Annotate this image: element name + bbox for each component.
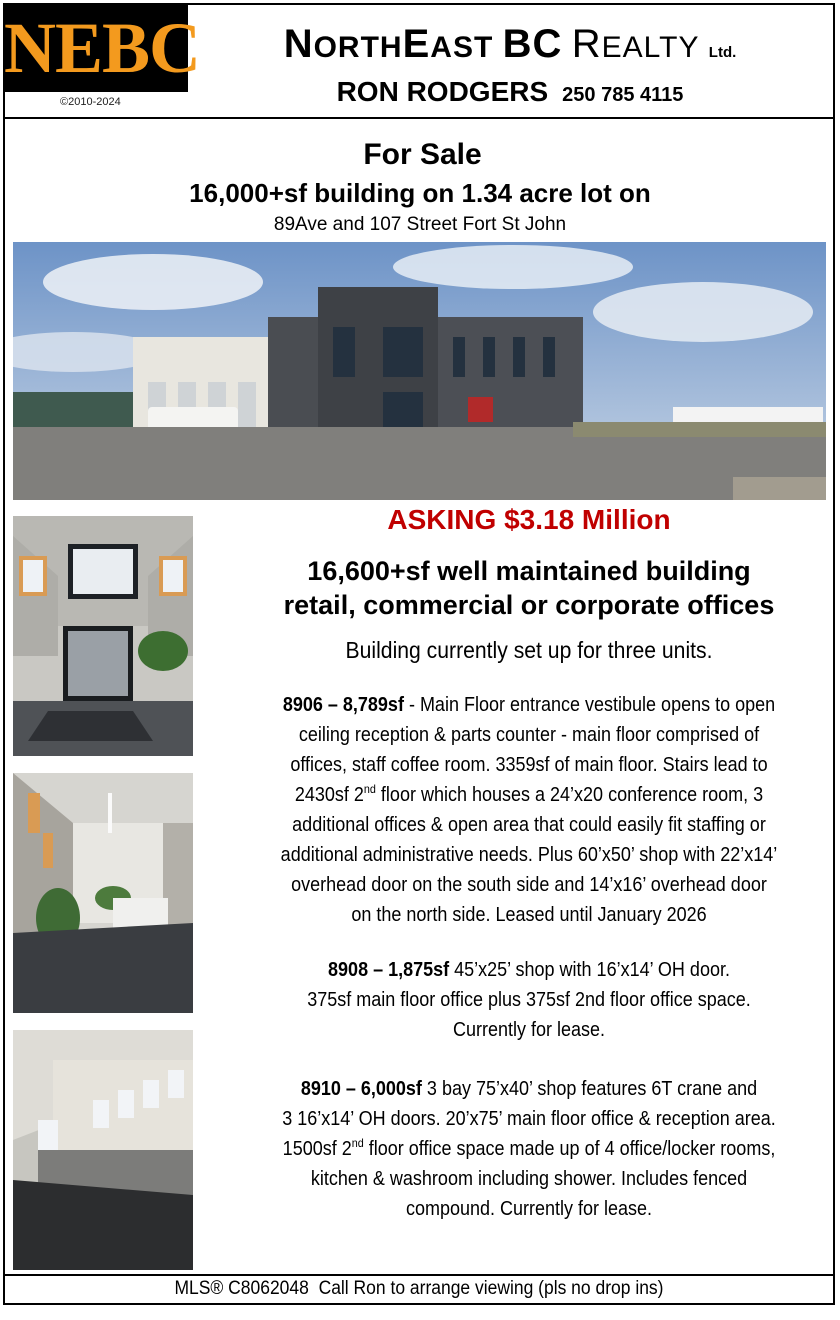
unit-line: 375sf main floor office plus 375sf 2nd floor office space. xyxy=(307,989,751,1011)
unit-text: floor which houses a 24’x20 conference room, 3 xyxy=(375,784,764,806)
unit-line xyxy=(256,780,801,810)
unit-id: 8910 – 6,000sf xyxy=(300,1078,422,1100)
unit-line: kitchen & washroom including shower. Includes fenced xyxy=(310,1168,748,1190)
unit-id: 8906 – 8,789sf xyxy=(282,694,404,716)
company-ltd: Ltd. xyxy=(708,44,737,61)
headline xyxy=(226,554,832,622)
interior-photo-entrance xyxy=(13,516,193,756)
unit-line: additional offices & open area that could easily fit staffing or xyxy=(292,814,766,836)
unit-text: 3 bay 75’x40’ shop features 6T crane and xyxy=(421,1078,758,1100)
unit-line: compound. Currently for lease. xyxy=(405,1198,653,1220)
unit-8910-description xyxy=(256,1074,801,1224)
unit-8908-description xyxy=(256,955,801,1045)
interior-photo-reception xyxy=(13,773,193,1013)
unit-line: 3 16’x14’ OH doors. 20’x75’ main floor office & reception area. xyxy=(282,1108,776,1130)
agent-line xyxy=(200,76,820,108)
header-divider xyxy=(3,117,835,119)
unit-text: 45’x25’ shop with 16’x14’ OH door. xyxy=(449,959,730,981)
ordinal-suffix: nd xyxy=(351,1136,364,1150)
unit-id: 8908 – 1,875sf xyxy=(328,959,450,981)
footer xyxy=(36,1278,801,1300)
headline-line-2: retail, commercial or corporate offices xyxy=(283,590,775,620)
interior-photo-office xyxy=(13,1030,193,1270)
unit-line: overhead door on the south side and 14’x16’ overhead door xyxy=(291,874,767,896)
listing-subtitle: 16,000+sf building on 1.34 acre lot on xyxy=(189,178,651,208)
unit-line: additional administrative needs. Plus 60’x50’ shop with 22’x14’ xyxy=(280,844,778,866)
building-exterior-photo xyxy=(13,242,826,500)
for-sale-heading: For Sale xyxy=(363,138,482,171)
unit-text: floor office space made up of 4 office/locker rooms, xyxy=(363,1138,776,1160)
agent-name: RON RODGERS xyxy=(336,76,549,107)
company-ast: AST xyxy=(430,31,494,64)
unit-line: Currently for lease. xyxy=(452,1019,606,1041)
unit-line xyxy=(256,1134,801,1164)
unit-text: - Main Floor entrance vestibule opens to open xyxy=(403,694,776,716)
unit-text: 1500sf 2 xyxy=(282,1138,352,1160)
setup-note: Building currently set up for three units. xyxy=(345,637,713,663)
unit-line xyxy=(256,690,801,720)
listing-location: 89Ave and 107 Street Fort St John xyxy=(273,214,567,235)
unit-line xyxy=(256,1074,801,1104)
copyright: ©2010-2024 xyxy=(60,96,121,108)
company-orth: ORTH xyxy=(313,31,403,64)
unit-line xyxy=(256,955,801,985)
nebc-logo: NEBC xyxy=(4,4,188,92)
company-r: R xyxy=(571,22,602,66)
unit-line: ceiling reception & parts counter - main floor comprised of xyxy=(298,724,760,746)
unit-text: 2430sf 2 xyxy=(294,784,364,806)
unit-line: offices, staff coffee room. 3359sf of main floor. Stairs lead to xyxy=(290,754,768,776)
unit-8906-description xyxy=(256,690,801,930)
unit-line: on the north side. Leased until January 2026 xyxy=(351,904,707,926)
company-ealty: EALTY xyxy=(601,31,700,64)
call-to-action: Call Ron to arrange viewing (pls no drop ins) xyxy=(318,1278,664,1299)
headline-line-1: 16,600+sf well maintained building xyxy=(307,556,751,586)
company-name xyxy=(200,22,820,67)
ordinal-suffix: nd xyxy=(363,782,376,796)
company-e: E xyxy=(402,22,431,66)
asking-price: ASKING $3.18 Million xyxy=(387,504,671,535)
company-bc: BC xyxy=(502,22,563,66)
agent-phone[interactable]: 250 785 4115 xyxy=(562,84,684,106)
mls-number: MLS® C8062048 xyxy=(174,1278,309,1299)
company-n: N xyxy=(283,22,314,66)
footer-divider xyxy=(3,1274,835,1276)
